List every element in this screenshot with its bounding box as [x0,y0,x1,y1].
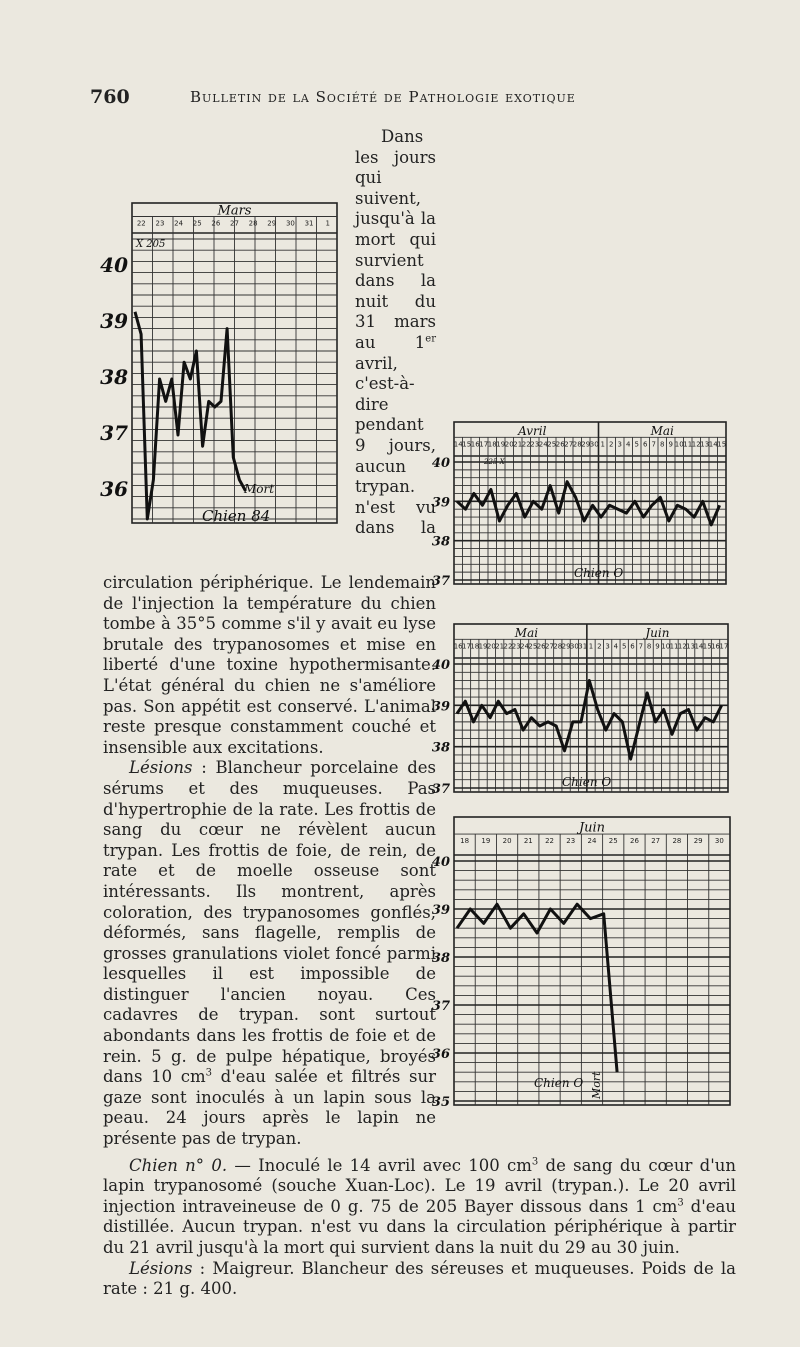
month-label: Mai [650,423,674,438]
day-tick-label: 26 [630,837,639,846]
chart-chien-0-avril-mai [432,420,730,590]
day-tick-label: 23 [566,837,576,846]
day-tick-label: 16 [470,440,480,449]
day-tick-label: 27 [230,219,239,228]
day-tick-label: 8 [646,642,652,651]
day-tick-label: 31 [304,219,314,228]
day-tick-label: 12 [691,440,701,449]
y-tick-label: 40 [100,253,128,277]
day-tick-label: 25 [528,642,538,651]
day-tick-label: 20 [486,642,496,651]
y-tick-label: 37 [100,421,128,445]
day-tick-label: 16 [453,642,463,651]
day-tick-label: 1 [588,642,594,651]
day-tick-label: 26 [555,440,565,449]
day-tick-label: 9 [655,642,660,651]
lesions-label-1: Lésions [129,758,193,778]
day-tick-label: 28 [248,219,258,228]
day-tick-label: 18 [460,837,470,846]
day-tick-label: 15 [462,440,472,449]
day-tick-label: 30 [569,642,579,651]
chart-caption: Chien O [574,566,624,580]
day-tick-label: 29 [581,440,591,449]
chart-chien-84 [100,195,340,525]
paragraph-chien-0 [103,1156,736,1259]
y-tick-label: 37 [431,999,450,1014]
day-tick-label: 10 [674,440,684,449]
day-tick-label: 21 [523,837,533,846]
day-tick-label: 27 [564,440,574,449]
day-tick-label: 12 [677,642,687,651]
month-label: Juin [578,820,606,836]
chien-0-label: Chien n° 0. [129,1155,228,1175]
day-tick-label: 27 [651,837,661,846]
day-tick-label: 29 [267,219,277,228]
chart-caption: Chien O [562,775,612,789]
y-tick-label: 37 [431,574,450,589]
y-tick-label: 36 [100,477,128,501]
y-tick-label: 38 [431,951,450,966]
day-tick-label: 24 [587,837,597,846]
y-tick-label: 35 [431,1095,450,1110]
paragraph-lesions-2 [103,1259,736,1300]
day-tick-label: 11 [683,440,693,449]
y-tick-label: 39 [100,309,128,333]
day-tick-label: 2 [609,440,614,449]
day-tick-label: 19 [481,837,491,846]
chart-chien-0-avril-mai-svg [432,420,730,590]
month-label: Avril [518,423,547,438]
day-tick-label: 4 [613,642,619,651]
day-tick-label: 15 [702,642,712,651]
day-tick-label: 23 [511,642,521,651]
day-tick-label: 25 [608,837,618,846]
chart-annotation: Mort [244,482,275,496]
day-tick-label: 1 [600,440,605,449]
y-tick-label: 39 [431,903,450,918]
chart-annotation: X 205 [136,239,166,250]
day-tick-label: 22 [503,642,513,651]
month-label: Mai [514,625,539,640]
day-tick-label: 17 [479,440,489,449]
y-tick-label: 38 [100,365,128,389]
day-tick-label: 4 [626,440,631,449]
day-tick-label: 13 [686,642,696,651]
day-tick-label: 18 [470,642,480,651]
day-tick-label: 25 [192,219,202,228]
lesions-text-1: : Blancheur porcelaine des sérums et des muqueuses. Pas d'hypertrophie de la rate. Les frottis de sang du cœur ne révèlent aucun trypan. Les frottis de foie, de rein, de rate et de moelle osseuse sont intéressants. Ils montrent, après coloration, des trypanosomes gonflés, déformés, sans flagelle, remplis de grosses granulations violet foncé parmi lesquelles il est impossible de distinguer l'ancien noyau. Ces cadavres de trypan. sont surtout abondants dans les frottis de foie et de rein. 5 g. de pulpe hépatique, broyés dans 10 $cm^3$ d'eau salée et filtrés sur gaze sont inoculés à un lapin sous la peau. 24 jours après le lapin ne présente pas de trypan. [103,758,436,1149]
day-tick-label: 22 [545,837,554,846]
running-title: Bulletin de la Société de Pathologie exotique [190,88,576,106]
day-tick-label: 29 [693,837,703,846]
y-tick-label: 39 [431,699,450,715]
day-tick-label: 30 [714,837,724,846]
day-tick-label: 8 [660,440,665,449]
day-tick-label: 7 [651,440,656,449]
paragraph-1: Dans les jours qui suivent, jusqu'à la mort qui survient dans la nuit du 31 mars au 1er avril, c'est-à-dire pendant 9 jours, aucun trypan. n'est vu dans la circulation périphérique. Le lendemain de l'injection la température du chien tombe à 35°5 comme s'il y avait eu lyse brutale des trypanosomes et mise en liberté d'une toxine hypothermisante. L'état général du chien ne s'améliore pas. Son appétit est conservé. L'animal reste presque constamment couché et insensible aux excitations. [103,127,436,757]
y-tick-label: 40 [431,456,450,471]
day-tick-label: 28 [572,440,582,449]
day-tick-label: 30 [285,219,295,228]
day-tick-label: 6 [643,440,648,449]
y-tick-label: 40 [431,658,450,673]
day-tick-label: 3 [605,642,610,651]
day-tick-label: 6 [630,642,635,651]
day-tick-label: 20 [504,440,514,449]
day-tick-label: 28 [672,837,682,846]
page-header [90,86,730,108]
day-tick-label: 16 [711,642,721,651]
y-tick-label: 39 [431,495,450,511]
day-tick-label: 14 [694,642,704,651]
month-label: Juin [645,625,670,640]
lesions-label-2: Lésions [129,1258,193,1278]
day-tick-label: 31 [578,642,588,651]
temperature-curve [135,312,246,519]
month-label: Mars [217,203,252,219]
day-tick-label: 19 [478,642,488,651]
day-tick-label: 21 [513,440,523,449]
y-tick-label: 36 [431,1047,450,1062]
day-tick-label: 7 [638,642,644,651]
day-tick-label: 19 [496,440,506,449]
day-tick-label: 24 [520,642,530,651]
y-tick-label: 38 [431,740,450,756]
day-tick-label: 21 [495,642,505,651]
chart-annotation: 225 X [484,458,505,466]
day-tick-label: 18 [487,440,497,449]
page-number: 760 [90,86,130,108]
day-tick-label: 1 [325,219,330,228]
day-tick-label: 22 [136,219,146,228]
day-tick-label: 2 [597,642,602,651]
chart-annotation: Mort [590,1071,603,1099]
day-tick-label: 22 [521,440,531,449]
day-tick-label: 24 [174,219,184,228]
day-tick-label: 14 [453,440,463,449]
day-tick-label: 17 [461,642,471,651]
day-tick-label: 15 [717,440,727,449]
chart-chien-0-mai-juin-svg [432,622,730,797]
day-tick-label: 26 [536,642,546,651]
chien-0-text: — Inoculé le 14 avril avec 100 $cm^3$ de sang du cœur d'un lapin trypanosomé (souche Xuan-Loc). Le 19 avril (trypan.). Le 20 avril injection intraveineuse de 0 g. 75 de 205 Bayer dissous dans 1 $cm^3$ d'eau distillée. Aucun trypan. n'est vu dans la circulation périphérique à partir du 21 avril jusqu'à la mort qui survient dans la nuit du 29 au 30 juin. [103,1155,737,1257]
day-tick-label: 9 [668,440,673,449]
day-tick-label: 28 [553,642,563,651]
y-tick-label: 38 [431,534,450,550]
lesions-text-2: : Maigreur. Blancheur des séreuses et muqueuses. Poids de la rate : 21 g. 400. [103,1258,736,1299]
day-tick-label: 27 [545,642,554,651]
day-tick-label: 23 [530,440,540,449]
day-tick-label: 29 [561,642,571,651]
day-tick-label: 25 [547,440,557,449]
chart-chien-0-juin [432,815,732,1110]
day-tick-label: 17 [719,642,729,651]
day-tick-label: 24 [538,440,548,449]
temperature-curve [457,904,617,1072]
day-tick-label: 13 [700,440,710,449]
day-tick-label: 10 [661,642,671,651]
chart-caption: Chien 84 [202,507,271,525]
day-tick-label: 14 [708,440,718,449]
day-tick-label: 20 [502,837,512,846]
chart-caption: Chien O [534,1076,584,1090]
y-tick-label: 40 [431,855,450,870]
chart-chien-84-svg [100,195,340,525]
day-tick-label: 5 [621,642,627,651]
chart-chien-0-mai-juin [432,622,730,797]
day-tick-label: 26 [211,219,221,228]
day-tick-label: 23 [155,219,165,228]
day-tick-label: 11 [669,642,679,651]
chart-chien-0-juin-svg [432,815,732,1110]
y-tick-label: 37 [431,782,450,797]
day-tick-label: 30 [589,440,599,449]
day-tick-label: 3 [617,440,622,449]
day-tick-label: 5 [634,440,639,449]
